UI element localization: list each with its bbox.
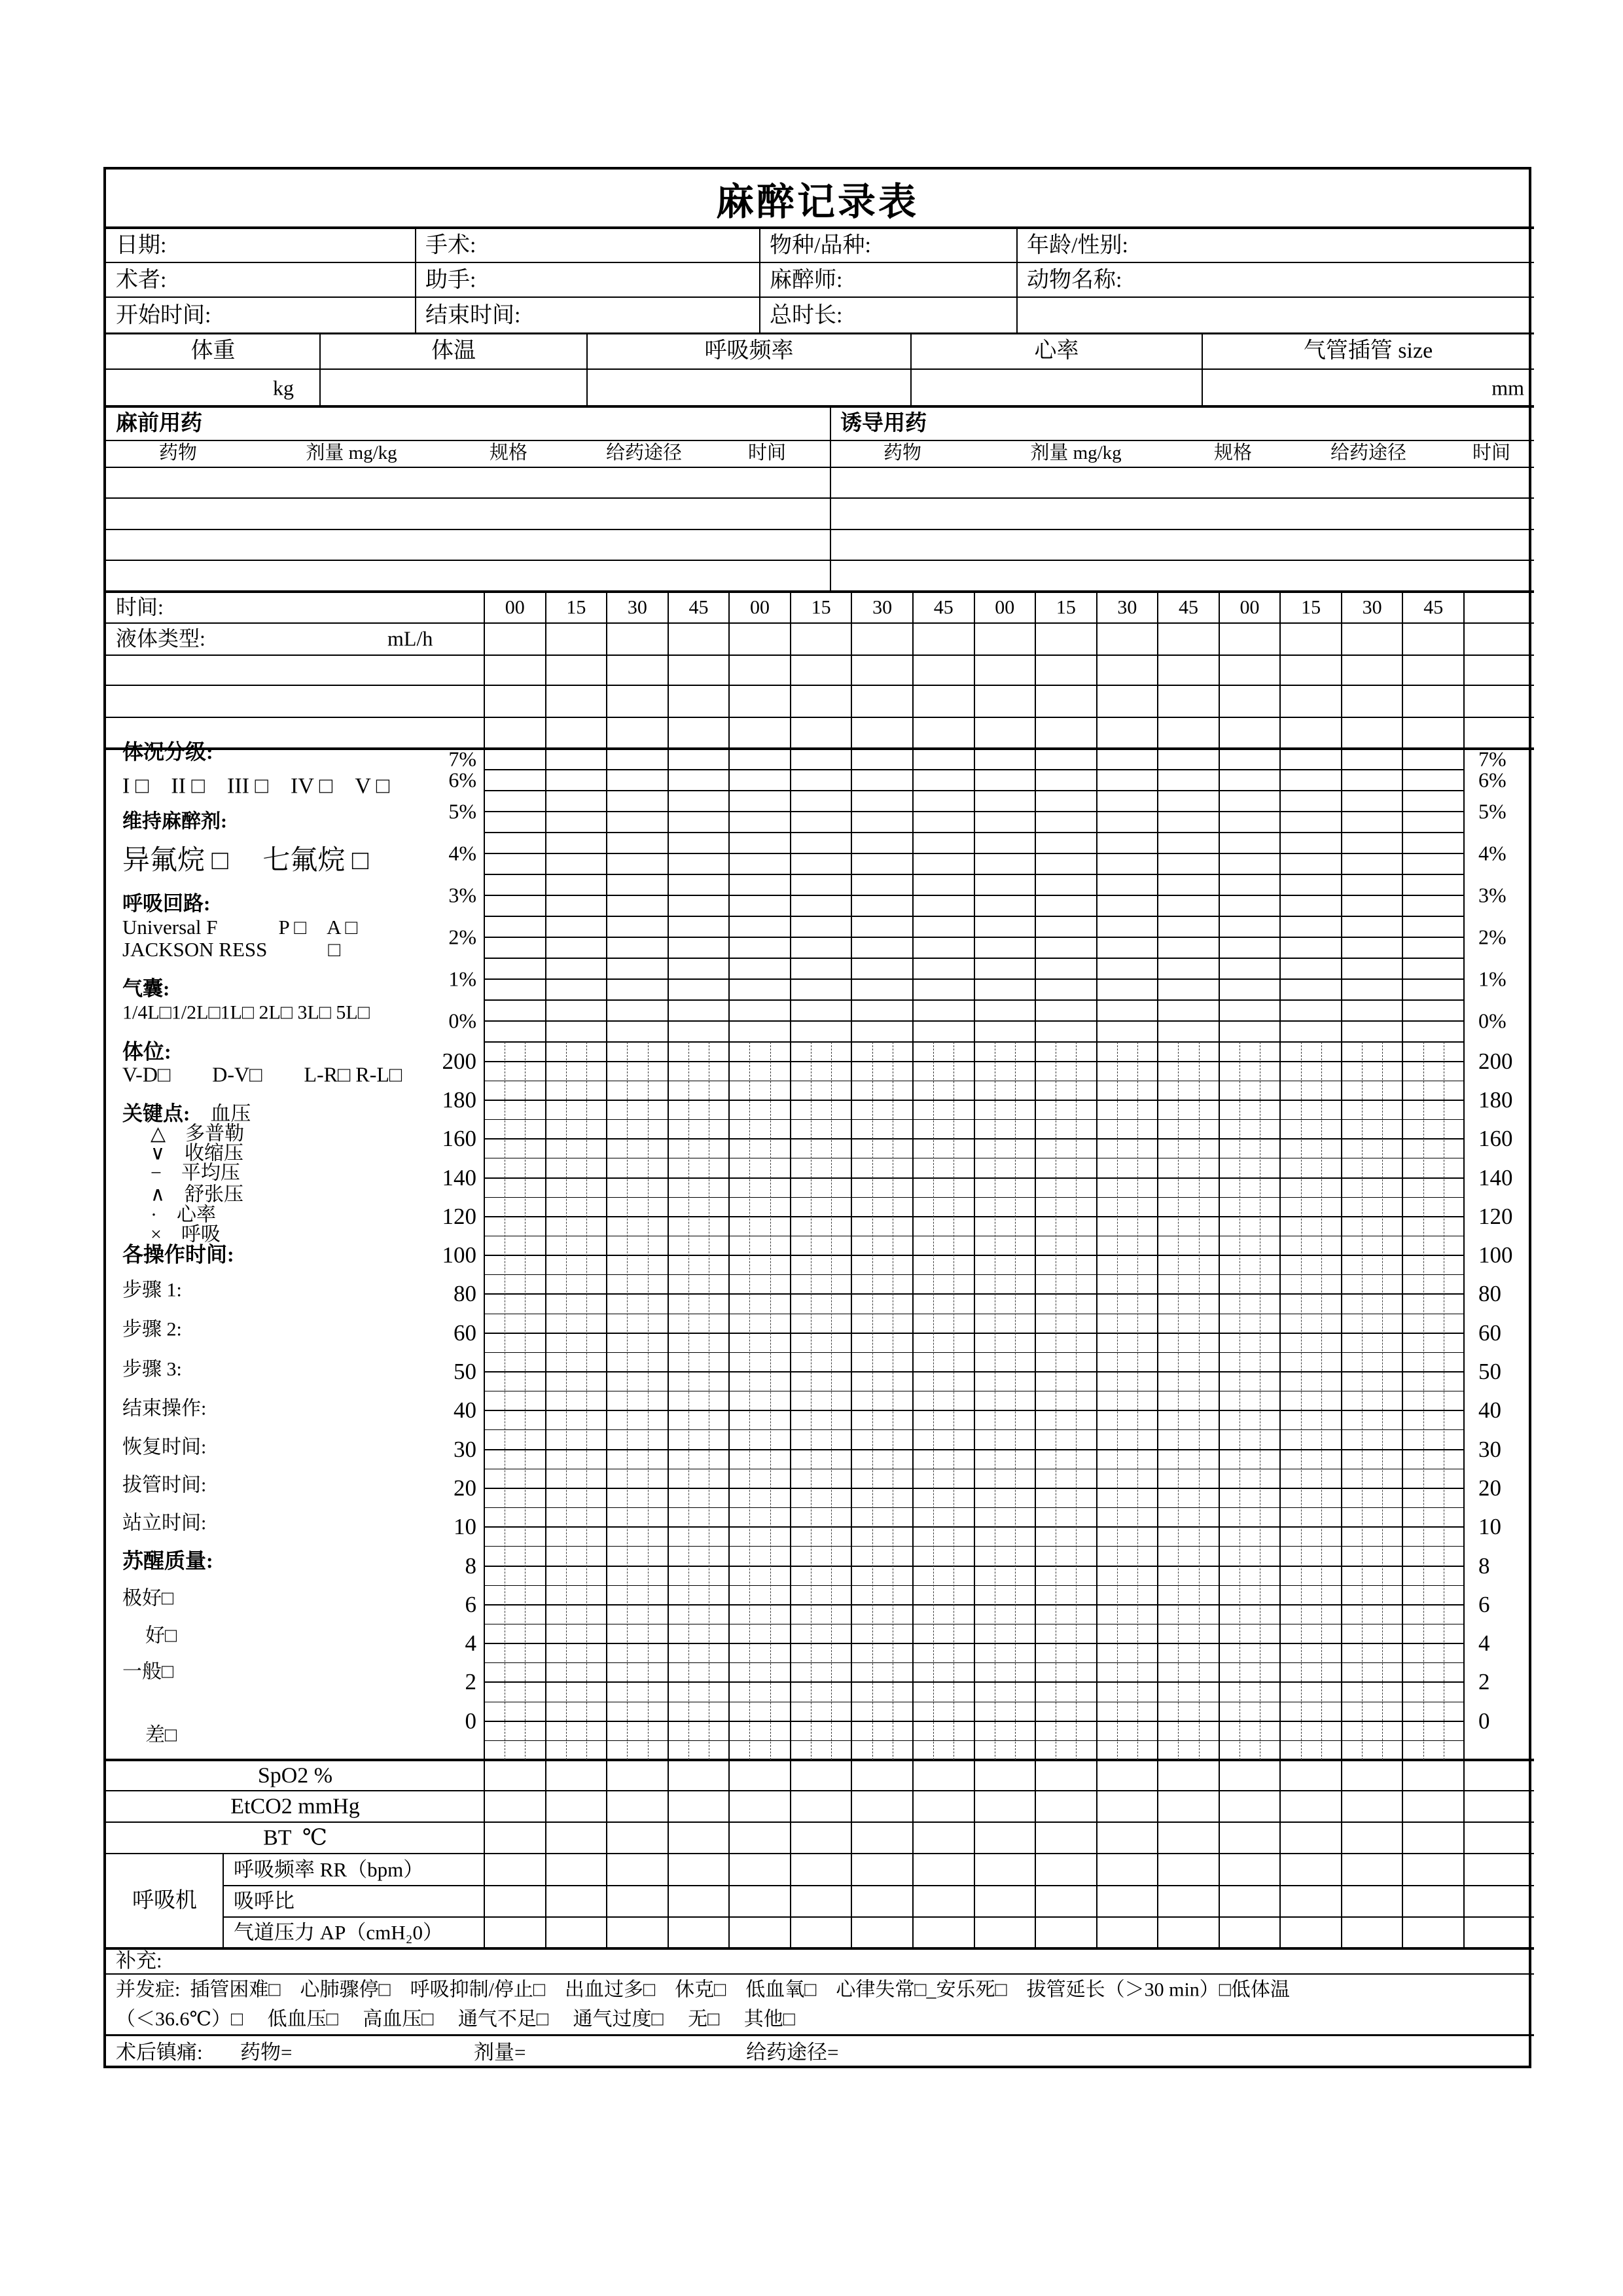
fluid-type-label: 液体类型: (116, 626, 205, 651)
value-scale-label-left: 40 (454, 1397, 476, 1424)
percent-scale-label-left: 2% (448, 925, 476, 949)
left-panel-line-prefix: 关键点: (122, 1102, 190, 1125)
time-slot: 45 (933, 596, 954, 619)
percent-scale-label-left: 5% (448, 799, 476, 823)
value-scale-label-right: 120 (1478, 1203, 1513, 1229)
med-column-header: 给药途径 (1330, 442, 1407, 464)
left-panel-line: 呼吸回路: (122, 891, 211, 915)
info-cell-row3-0: 开始时间: (116, 302, 211, 327)
percent-scale-label-left: 4% (448, 841, 476, 865)
med-column-header: 给药途径 (605, 442, 683, 464)
value-scale-label-left: 60 (454, 1319, 476, 1346)
percent-scale-label-right: 4% (1478, 841, 1507, 865)
value-scale-label-left: 160 (442, 1125, 476, 1151)
grid-line (106, 1821, 1534, 1823)
value-scale-label-right: 10 (1478, 1513, 1501, 1539)
info-cell-row1-0: 日期: (116, 232, 167, 257)
info-cell-row1-3: 年龄/性别: (1027, 232, 1128, 257)
time-slot: 45 (688, 596, 709, 619)
value-scale-label-right: 80 (1478, 1281, 1501, 1307)
med-table-title-pre: 麻前用药 (116, 411, 202, 435)
info-cell-row2-2: 麻醉师: (770, 267, 843, 292)
left-panel-line: 站立时间: (122, 1512, 207, 1534)
left-panel-line: 好□ (145, 1624, 177, 1647)
grid-line (106, 296, 1534, 298)
percent-scale-label-right: 1% (1478, 967, 1507, 991)
grid-dotted-line (525, 1042, 526, 1760)
complications-line-2: （＜36.6℃）□ 低血压□ 高血压□ 通气不足□ 通气过度□ 无□ 其他□ (116, 2008, 795, 2030)
value-scale-label-left: 100 (442, 1242, 476, 1268)
left-panel-line: V-D□ D-V□ L-R□ R-L□ (122, 1062, 402, 1086)
grid-line (106, 1947, 1534, 1950)
grid-dotted-line (933, 1042, 934, 1760)
med-column-header: 剂量 mg/kg (1030, 442, 1122, 464)
grid-line (106, 590, 1534, 593)
value-scale-label-right: 140 (1478, 1164, 1513, 1191)
time-slot: 00 (1240, 596, 1260, 619)
left-panel-line: 气囊: (122, 977, 170, 1000)
left-panel-line: 恢复时间: (122, 1436, 207, 1458)
time-slot: 15 (1056, 596, 1076, 619)
med-column-header: 药物 (158, 442, 198, 464)
left-panel-line: 结束操作: (122, 1397, 207, 1420)
vitals-header-cell: 体重 (190, 338, 236, 363)
grid-line (851, 592, 852, 1948)
info-cell-row2-1: 助手: (425, 267, 476, 292)
med-table-title-induction: 诱导用药 (840, 411, 927, 435)
postop-drug-field: 药物= (240, 2040, 293, 2064)
fluid-unit: mL/h (387, 626, 433, 651)
supplement-label: 补充: (116, 1948, 162, 1972)
grid-line (106, 1790, 1534, 1791)
time-slot: 15 (566, 596, 586, 619)
percent-scale-label-left: 1% (448, 967, 476, 991)
left-panel-line: 苏醒质量: (122, 1549, 213, 1573)
grid-line (728, 592, 730, 1948)
grid-dotted-line (749, 1042, 750, 1760)
grid-dotted-line (872, 1042, 873, 1760)
grid-line (1157, 592, 1158, 1948)
vitals-header-cell: 心率 (1034, 338, 1079, 363)
value-scale-label-left: 2 (465, 1669, 476, 1695)
value-scale-label-left: 6 (465, 1591, 476, 1617)
left-panel-line: ∨ 收缩压 (151, 1142, 243, 1164)
grid-line (106, 655, 1534, 656)
vitals-header-cell: 体温 (431, 338, 476, 363)
grid-line (223, 1916, 1534, 1918)
time-slot: 00 (505, 596, 525, 619)
grid-dotted-line (1015, 1042, 1016, 1760)
left-panel-line: 拔管时间: (122, 1474, 207, 1496)
grid-line (790, 592, 791, 1948)
left-panel-line: 体位: (122, 1039, 171, 1064)
percent-scale-label-left: 6% (448, 768, 476, 792)
grid-dotted-line (648, 1042, 649, 1760)
time-slot: 30 (1362, 596, 1382, 619)
grid-line (830, 406, 831, 592)
grid-line (106, 529, 1534, 530)
grid-dotted-line (1117, 1042, 1118, 1760)
left-panel-line: × 呼吸 (151, 1223, 221, 1246)
grid-line (106, 717, 1534, 718)
value-scale-label-left: 20 (454, 1475, 476, 1501)
time-slot: 15 (1301, 596, 1321, 619)
value-scale-label-right: 8 (1478, 1552, 1490, 1579)
value-scale-label-left: 50 (454, 1358, 476, 1384)
value-scale-label-right: 50 (1478, 1358, 1501, 1384)
monitor-row-label: SpO2 % (257, 1763, 333, 1787)
complications-line-1: 并发症: 插管困难□ 心肺骤停□ 呼吸抑制/停止□ 出血过多□ 休克□ 低血氧□ 心律失常□_安乐死□ 拔管延长（＞30 min）□低体温 (116, 1979, 1290, 2001)
value-scale-label-left: 180 (442, 1086, 476, 1113)
percent-scale-label-right: 5% (1478, 799, 1507, 823)
grid-line (106, 467, 1534, 469)
postop-label: 术后镇痛: (116, 2040, 203, 2064)
left-panel-line: 一般□ (122, 1660, 174, 1683)
grid-line (106, 440, 1534, 441)
info-cell-row2-0: 术者: (116, 267, 167, 292)
left-panel-line: JACKSON RESS □ (122, 937, 341, 961)
left-panel-line: 步骤 1: (122, 1279, 182, 1301)
med-column-header: 规格 (489, 442, 528, 464)
value-scale-label-left: 0 (465, 1708, 476, 1734)
postop-route-field: 给药途径= (746, 2040, 839, 2064)
page-title: 麻醉记录表 (715, 181, 919, 223)
value-scale-label-left: 10 (454, 1513, 476, 1539)
percent-scale-label-right: 6% (1478, 768, 1507, 792)
grid-dotted-line (688, 1042, 689, 1760)
left-panel-line: △ 多普勒 (151, 1122, 245, 1145)
left-panel-line: ∧ 舒张压 (151, 1183, 243, 1206)
grid-line (1402, 592, 1403, 1948)
left-panel-line: 差□ (145, 1724, 177, 1746)
grid-line (912, 592, 914, 1948)
med-column-header: 剂量 mg/kg (306, 442, 397, 464)
value-scale-label-right: 180 (1478, 1086, 1513, 1113)
value-scale-label-right: 60 (1478, 1319, 1501, 1346)
grid-dotted-line (1321, 1042, 1322, 1760)
value-scale-label-left: 200 (442, 1048, 476, 1074)
grid-dotted-line (1178, 1042, 1179, 1760)
grid-dotted-line (1137, 1042, 1138, 1760)
grid-dotted-line (586, 1042, 587, 1760)
time-slot: 15 (811, 596, 831, 619)
value-scale-label-right: 6 (1478, 1591, 1490, 1617)
left-panel-line: − 平均压 (151, 1162, 240, 1184)
grid-line (106, 560, 1534, 561)
ventilator-row-label: 呼吸频率 RR（bpm） (234, 1857, 424, 1881)
value-scale-label-left: 140 (442, 1164, 476, 1191)
time-slot: 30 (1117, 596, 1137, 619)
value-scale-label-right: 40 (1478, 1397, 1501, 1424)
percent-scale-label-right: 0% (1478, 1009, 1507, 1033)
value-scale-label-left: 8 (465, 1552, 476, 1579)
left-panel-line: 1/4L□1/2L□1L□ 2L□ 3L□ 5L□ (122, 1001, 370, 1024)
grid-line (106, 497, 1534, 499)
left-panel-line: · 心率 (151, 1204, 216, 1226)
med-column-header: 时间 (747, 442, 787, 464)
grid-dotted-line (1423, 1042, 1424, 1760)
grid-dotted-line (1076, 1042, 1077, 1760)
grid-line (1016, 228, 1018, 333)
vitals-header-cell: 呼吸频率 (704, 338, 794, 363)
value-scale-label-right: 200 (1478, 1048, 1513, 1074)
med-column-header: 药物 (883, 442, 922, 464)
tube-unit: mm (1491, 376, 1524, 400)
left-panel-line: 关键点: 血压 (122, 1102, 251, 1125)
value-scale-label-right: 100 (1478, 1242, 1513, 1268)
percent-scale-label-left: 3% (448, 883, 476, 907)
value-scale-label-left: 30 (454, 1436, 476, 1462)
weight-unit: kg (273, 376, 294, 400)
ventilator-row-label: 吸呼比 (234, 1889, 294, 1912)
grid-line (545, 592, 546, 1948)
info-cell-row2-3: 动物名称: (1027, 267, 1122, 292)
percent-scale-label-right: 3% (1478, 883, 1507, 907)
grid-dotted-line (831, 1042, 832, 1760)
monitor-row-label: EtCO2 mmHg (230, 1794, 360, 1819)
grid-line (1279, 592, 1281, 1948)
percent-scale-label-left: 0% (448, 1009, 476, 1033)
left-panel-line: 体况分级: (122, 740, 213, 764)
time-slot: 30 (872, 596, 893, 619)
grid-dotted-line (770, 1042, 771, 1760)
grid-line (1463, 592, 1465, 1948)
value-scale-label-left: 80 (454, 1281, 476, 1307)
left-panel-line: I □ II □ III □ IV □ V □ (122, 774, 390, 798)
grid-line (668, 592, 669, 1948)
grid-line (106, 262, 1534, 263)
time-slot: 45 (1423, 596, 1444, 619)
grid-line (106, 685, 1534, 686)
grid-line (974, 592, 975, 1948)
ventilator-row-label: 气道压力 AP（cmH₂0） (234, 1920, 443, 1944)
info-cell-row1-2: 物种/品种: (770, 232, 871, 257)
grid-line (106, 1973, 1534, 1975)
left-panel-line: 维持麻醉剂: (122, 810, 227, 833)
grid-dotted-line (1199, 1042, 1200, 1760)
value-scale-label-right: 0 (1478, 1708, 1490, 1734)
vitals-header-cell: 气管插管 size (1303, 338, 1433, 363)
grid-line (1219, 592, 1220, 1948)
value-scale-label-right: 160 (1478, 1125, 1513, 1151)
grid-line (106, 1759, 1534, 1761)
left-panel-line: 异氟烷 □ 七氟烷 □ (122, 845, 369, 876)
grid-dotted-line (1362, 1042, 1363, 1760)
info-cell-row3-2: 总时长: (770, 302, 843, 327)
grid-line (106, 2034, 1534, 2036)
percent-scale-label-left: 7% (448, 747, 476, 771)
grid-line (106, 226, 1534, 229)
time-slot: 30 (627, 596, 647, 619)
grid-line (1035, 592, 1036, 1948)
left-panel-line: 步骤 2: (122, 1318, 182, 1340)
info-cell-row3-1: 结束时间: (425, 302, 521, 327)
grid-line (415, 228, 416, 333)
left-panel-line: 各操作时间: (122, 1242, 234, 1266)
left-panel-line: 极好□ (122, 1587, 174, 1609)
value-scale-label-right: 20 (1478, 1475, 1501, 1501)
monitor-row-label: BT ℃ (263, 1825, 327, 1850)
left-panel-line: 步骤 3: (122, 1358, 182, 1380)
grid-line (106, 1853, 1534, 1854)
grid-line (759, 228, 760, 333)
time-slot: 45 (1178, 596, 1198, 619)
value-scale-label-right: 4 (1478, 1630, 1490, 1656)
left-panel-line: Universal F P □ A □ (122, 915, 358, 939)
percent-scale-label-right: 7% (1478, 747, 1507, 771)
ventilator-label: 呼吸机 (132, 1888, 197, 1912)
anesthesia-record-form (103, 167, 1531, 2068)
grid-line (606, 592, 607, 1948)
percent-scale-label-right: 2% (1478, 925, 1507, 949)
grid-line (1341, 592, 1342, 1948)
grid-dotted-line (1382, 1042, 1383, 1760)
postop-dose-field: 剂量= (474, 2040, 526, 2064)
grid-dotted-line (1301, 1042, 1302, 1760)
time-row-label: 时间: (116, 595, 164, 619)
value-scale-label-right: 2 (1478, 1669, 1490, 1695)
time-slot: 00 (995, 596, 1015, 619)
grid-dotted-line (627, 1042, 628, 1760)
time-slot: 00 (750, 596, 770, 619)
med-column-header: 规格 (1213, 442, 1253, 464)
value-scale-label-left: 4 (465, 1630, 476, 1656)
grid-line (223, 1885, 1534, 1886)
grid-dotted-line (811, 1042, 812, 1760)
grid-line (484, 592, 486, 1948)
value-scale-label-right: 30 (1478, 1436, 1501, 1462)
grid-line (106, 622, 1534, 624)
grid-dotted-line (566, 1042, 567, 1760)
info-cell-row1-1: 手术: (425, 232, 476, 257)
value-scale-label-left: 120 (442, 1203, 476, 1229)
grid-line (1096, 592, 1097, 1948)
med-column-header: 时间 (1472, 442, 1511, 464)
